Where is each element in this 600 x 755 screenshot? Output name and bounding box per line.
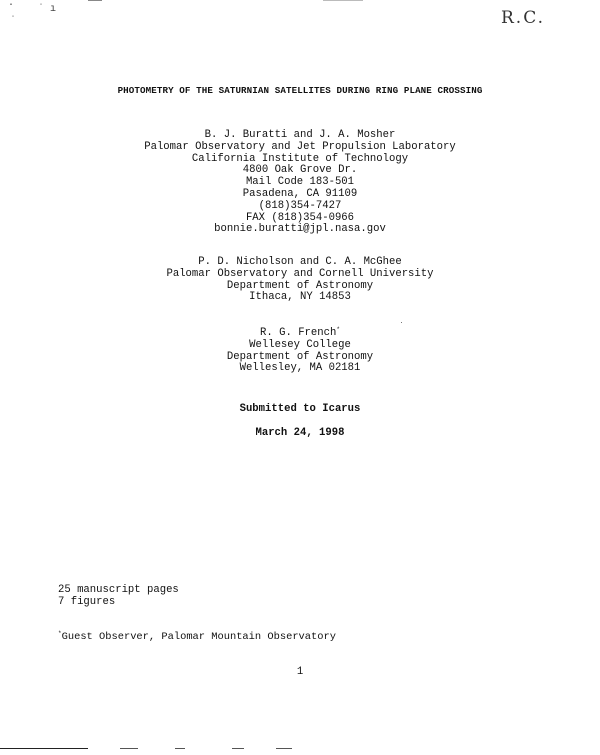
handwritten-initials: R.C.: [500, 8, 545, 28]
author-name: R. G. French: [260, 327, 337, 339]
fax-line: FAX (818)354-0966: [245, 211, 355, 224]
author-names: [0, 324, 600, 340]
submission-date: March 24, 1998: [255, 427, 345, 439]
address-line: Department of Astronomy: [226, 350, 374, 363]
affiliation-line: Palomar Observatory and Jet Propulsion Laboratory: [144, 140, 456, 153]
footer-rule: [0, 748, 88, 749]
page-count: 25 manuscript pages: [58, 584, 179, 596]
author-names: P. D. Nicholson and C. A. McGhee: [198, 256, 402, 268]
submission-note: Submitted to Icarus: [239, 403, 361, 415]
address-line: Wellesley, MA 02181: [239, 362, 361, 375]
affiliation-line: California Institute of Technology: [191, 152, 409, 165]
author-block-1: [0, 130, 600, 236]
scan-line: [232, 748, 244, 749]
page-number: 1: [296, 666, 304, 678]
scan-line: [175, 748, 185, 749]
top-scan-line: [323, 0, 363, 1]
affiliation-line: Palomar Observatory and Cornell University: [166, 267, 434, 280]
address-line: Department of Astronomy: [226, 279, 374, 292]
figure-count: 7 figures: [58, 595, 116, 608]
manuscript-info: [58, 585, 179, 608]
footnote: [58, 630, 336, 643]
author-block-2: [0, 257, 600, 304]
affiliation-line: Wellesey College: [249, 338, 351, 351]
address-line: Pasadena, CA 91109: [242, 187, 358, 200]
address-line: Mail Code 183-501: [245, 176, 355, 189]
scan-speck: ˌ: [10, 8, 17, 19]
top-scan-line: [88, 0, 102, 1]
address-line: 4800 Oak Grove Dr.: [242, 164, 358, 177]
scan-line: [120, 748, 138, 749]
phone-line: (818)354-7427: [258, 199, 342, 212]
address-line: Ithaca, NY 14853: [249, 291, 351, 304]
author-block-3: [0, 324, 600, 375]
footnote-text: Guest Observer, Palomar Mountain Observatory: [61, 631, 336, 643]
author-names: B. J. Buratti and J. A. Mosher: [204, 129, 396, 141]
scan-speck: ·: [8, 0, 15, 11]
email-line: bonnie.buratti@jpl.nasa.gov: [214, 223, 386, 236]
scan-line: [276, 748, 292, 749]
scan-speck: ˈ ı: [38, 4, 57, 15]
paper-title: PHOTOMETRY OF THE SATURNIAN SATELLITES DURING RING PLANE CROSSING: [117, 85, 483, 96]
scan-speck: [401, 322, 402, 323]
footnote-marker: *: [336, 326, 340, 333]
footnote-marker: *: [58, 630, 62, 637]
